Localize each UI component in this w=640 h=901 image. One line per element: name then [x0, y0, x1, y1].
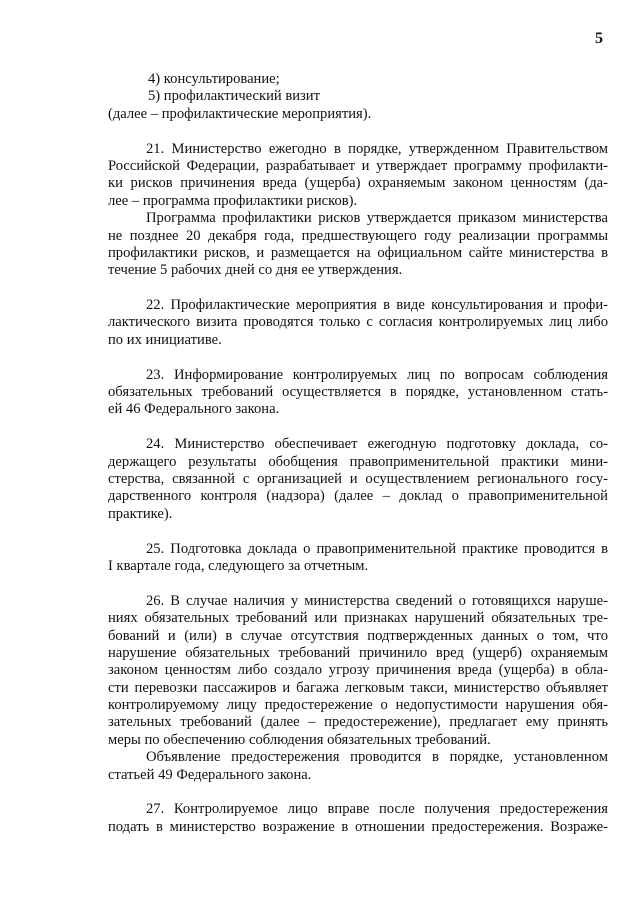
paragraph [108, 436, 608, 523]
paragraph [108, 541, 608, 576]
text-line: профилактики рисков, и размещается на официальном сайте министерства в [108, 244, 608, 261]
text-line: ей 46 Федерального закона. [108, 401, 280, 418]
text-line: по их инициативе. [108, 331, 222, 348]
text-line: 23. Информирование контролируемых лиц по вопросам соблюдения [146, 366, 608, 383]
paragraph-gap [108, 349, 608, 366]
paragraph [108, 801, 608, 836]
text-line: 26. В случае наличия у министерства сведений о готовящихся наруше- [146, 592, 608, 609]
paragraph-gap [108, 280, 608, 297]
text-line: 4) консультирование; [148, 71, 280, 87]
text-line: Программа профилактики рисков утверждается приказом министерства [146, 210, 608, 227]
text-line: (далее – профилактические мероприятия). [108, 105, 372, 122]
paragraph-gap [108, 523, 608, 540]
text-line: 25. Подготовка доклада о правоприменительной практике проводится в [146, 540, 608, 557]
paragraph-gap [108, 784, 608, 801]
paragraph [108, 141, 608, 211]
paragraph [108, 210, 608, 280]
text-line: держащего результаты обобщения правоприменительной практики мини- [108, 453, 608, 470]
paragraph [108, 297, 608, 349]
text-line: не позднее 20 декабря года, предшествующего году реализации программы [108, 227, 608, 244]
text-line: 5) профилактический визит [148, 88, 320, 105]
text-line: 22. Профилактические мероприятия в виде консультирования и профи- [146, 297, 608, 314]
text-line: нарушение обязательных требований причинило вред (ущерб) охраняемым [108, 644, 608, 661]
paragraph [108, 71, 608, 88]
text-line: 21. Министерство ежегодно в порядке, утвержденном Правительством [146, 140, 608, 157]
text-line: практике). [108, 505, 173, 522]
text-line: обязательных требований осуществляется в порядке, установленном стать- [108, 384, 608, 401]
text-line: 24. Министерство обеспечивает ежегодную подготовку доклада, со- [146, 436, 608, 453]
text-line: меры по обеспечению соблюдения обязательных требований. [108, 731, 491, 748]
text-line: контролируемому лицу предостережение о недопустимости нарушения обя- [108, 697, 608, 714]
paragraph [108, 749, 608, 784]
text-line: зательных требований (далее – предостережение), предлагает ему принять [108, 714, 608, 731]
text-line: лактического визита проводятся только с согласия контролируемых лиц либо [108, 314, 608, 331]
paragraph-gap [108, 575, 608, 592]
text-line: сти перевозки пассажиров и багажа легковым такси, министерство объявляет [108, 679, 608, 696]
paragraph-gap [108, 419, 608, 436]
paragraph [108, 593, 608, 750]
text-line: Российской Федерации, разрабатывает и утверждает программу профилакти- [108, 157, 608, 174]
text-line: дарственного контроля (надзора) (далее – доклад о правоприменительной [108, 488, 608, 505]
document-body [108, 71, 608, 836]
text-line: стерства, связанной с организацией и осуществлением регионального госу- [108, 470, 608, 487]
text-line: ки рисков причинения вреда (ущерба) охраняемым законом ценностям (да- [108, 175, 608, 192]
text-line: бований и (или) в случае отсутствия подтвержденных данных о том, что [108, 627, 608, 644]
text-line: статьей 49 Федерального закона. [108, 766, 312, 783]
paragraph-gap [108, 123, 608, 140]
text-line: течение 5 рабочих дней со дня ее утверждения. [108, 262, 403, 279]
paragraph [108, 367, 608, 419]
text-line: Объявление предостережения проводится в порядке, установленном [146, 749, 608, 766]
text-line: подать в министерство возражение в отношении предостережения. Возраже- [108, 818, 608, 835]
text-line: I квартале года, следующего за отчетным. [108, 557, 369, 574]
page-number: 5 [595, 30, 603, 47]
text-line: законом ценностям либо создало угрозу причинения вреда (ущерба) в обла- [108, 662, 608, 679]
text-line: лее – программа профилактики рисков). [108, 192, 358, 209]
text-line: ниях обязательных требований или признаках нарушений обязательных тре- [108, 610, 608, 627]
text-line: 27. Контролируемое лицо вправе после получения предостережения [146, 801, 608, 818]
paragraph [108, 88, 608, 123]
